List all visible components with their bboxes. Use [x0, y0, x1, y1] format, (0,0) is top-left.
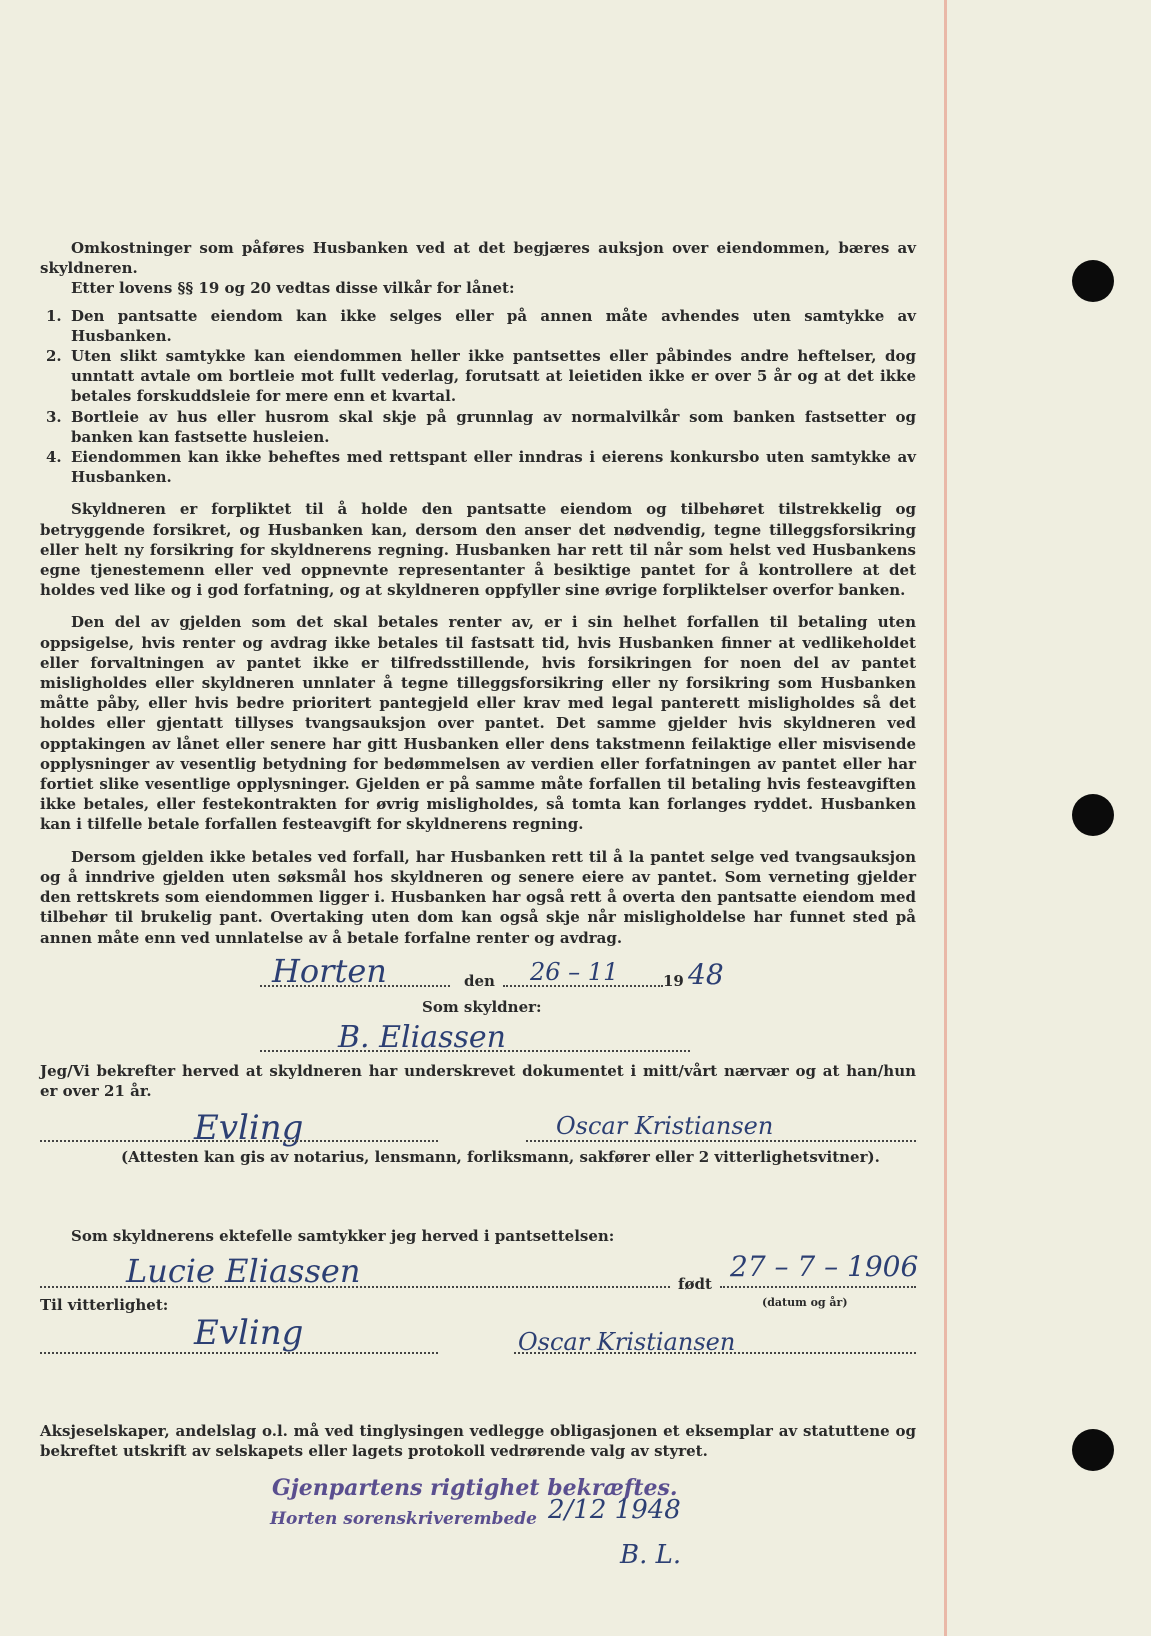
date-handwriting: 26 – 11: [530, 958, 619, 986]
list-item: 3. Bortleie av hus eller husrom skal skje på grunnlag av normalvilkår som banken fastsetter og banken kan fastsette husleien.: [46, 407, 916, 446]
attest-witness-1-signature: Evling: [194, 1108, 304, 1148]
punch-hole: [1072, 794, 1114, 836]
paragraph-default: Den del av gjelden som det skal betales renter av, er i sin helhet forfallen til betaling uten oppsigelse, hvis renter og avdrag ikke betales til fastsatt tid, hvis Husbanken finner at vedlikeholdet eller forvaltningen av pantet ikke er tilfredsstillende, hvis forsikringen for noen del av pantet misligholdes eller skyldneren unnlater å tegne tilleggsforsikring eller ny forsikring som Husbanken måtte påby, eller hvis bedre prioritert pantegjeld eller krav med legal panterett misligholdes så det holdes eller gjentatt tillyses tvangsauksjon over pantet. Det samme gjelder hvis skyldneren ved opptakingen av lånet eller senere har gitt Husbanken eller dens takstmenn feilaktige eller misvisende opplysninger av vesentlig betydning for bedømmelsen av verdien eller forfatningen av pantet eller har fortiet slike vesentlige opplysninger. Gjelden er på samme måte forfallen til betaling hvis festeavgiften ikke betales, eller festekontrakten for øvrig misligholdes, så tomta kan forlanges ryddet. Husbanken kan i tilfelle betale forfallen festeavgift for skyldnerens regning.: [40, 613, 916, 834]
debtor-signature: B. Eliassen: [338, 1020, 506, 1055]
list-item: 1. Den pantsatte eiendom kan ikke selges eller på annen måte avhendes uten samtykke av Husbanken.: [46, 306, 916, 345]
paragraph-enforcement: Dersom gjelden ikke betales ved forfall, har Husbanken rett til å la pantet selge ved tvangsauksjon og å inndrive gjelden uten søksmål hos skyldneren og senere eiere av pantet. Som verneting gjelder den rettskrets som eiendommen ligger i. Husbanken har også rett å overta den pantsatte eiendom med tilbehør til brukelig pant. Overtaking uten dom kan også skje når misligholdelse har funnet sted på annen måte enn ved unnlatelse av å betale forfalne renter og avdrag.: [40, 847, 916, 947]
stamp-date-handwriting: 2/12 1948: [548, 1495, 681, 1525]
born-handwriting: 27 – 7 – 1906: [730, 1250, 919, 1283]
spouse-witness-2-signature: Oscar Kristiansen: [518, 1328, 736, 1356]
spouse-consent-text: Som skyldnerens ektefelle samtykker jeg herved i pantsettelsen:: [71, 1227, 615, 1245]
attest-witness-1-dots: [40, 1140, 438, 1142]
place-handwriting: Horten: [272, 952, 387, 990]
spouse-witness-1-dots: [40, 1352, 438, 1354]
conditions-list: [40, 306, 916, 488]
punch-hole: [1072, 1429, 1114, 1471]
intro-line: Omkostninger som påføres Husbanken ved at det begjæres auksjon over eiendommen, bæres av skyldneren.: [40, 239, 916, 278]
year-prefix: 19: [663, 972, 684, 990]
stamp-line-1: Gjenpartens rigtighet bekræftes.: [272, 1475, 678, 1501]
punch-hole: [1072, 260, 1114, 302]
footer-text: Aksjeselskaper, andelslag o.l. må ved tinglysingen vedlegge obligasjonen et eksemplar av statuttene og bekreftet utskrift av selskapets eller lagets protokoll vedrørende valg av styret.: [40, 1422, 916, 1461]
spouse-witness-1-signature: Evling: [194, 1313, 304, 1353]
conditions-intro: Etter lovens §§ 19 og 20 vedtas disse vilkår for lånet:: [71, 279, 515, 298]
paragraph-insurance: Skyldneren er forpliktet til å holde den pantsatte eiendom og tilbehøret tilstrekkelig og betryggende forsikret, og Husbanken kan, dersom den anser det nødvendig, tegne tilleggsforsikring eller helt ny forsikring for skyldnerens regning. Husbanken har rett til når som helst ved Husbankens egne tjenestemenn eller ved oppnevnte representanter å besiktige pantet for å kontrollere at det holdes ved like og i god forfatning, og at skyldneren oppfyller sine øvrige forpliktelser overfor banken.: [40, 500, 916, 600]
attest-witness-2-dots: [526, 1140, 916, 1142]
margin-line: [944, 0, 947, 1636]
den-label: den: [464, 972, 495, 990]
place-dots: [260, 985, 450, 987]
spouse-dots: [40, 1286, 670, 1288]
year-handwriting: 48: [688, 958, 724, 991]
list-item: 4. Eiendommen kan ikke beheftes med rettspant eller inndras i eierens konkursbo uten samtykke av Husbanken.: [46, 448, 916, 487]
born-label: født: [678, 1275, 712, 1293]
main-text: [40, 238, 916, 948]
stamp-initials: B. L.: [620, 1540, 682, 1570]
born-dots: [720, 1286, 916, 1288]
debtor-label: Som skyldner:: [422, 998, 542, 1016]
attest-text: Jeg/Vi bekrefter herved at skyldneren har underskrevet dokumentet i mitt/vårt nærvær og at han/hun er over 21 år.: [40, 1062, 916, 1101]
attest-note: (Attesten kan gis av notarius, lensmann, forliksmann, sakfører eller 2 vitterlighetsvitner).: [121, 1148, 880, 1166]
spouse-witness-2-dots: [514, 1352, 916, 1354]
born-caption: (datum og år): [762, 1296, 848, 1309]
spouse-signature: Lucie Eliassen: [126, 1252, 361, 1290]
list-item: 2. Uten slikt samtykke kan eiendommen heller ikke pantsettes eller påbindes andre heftelser, dog unntatt avtale om bortleie mot fullt vederlag, forutsatt at leietiden ikke er over 5 år og at det ikke betales forskuddsleie for mere enn et kvartal.: [46, 347, 916, 406]
witness-label: Til vitterlighet:: [40, 1296, 169, 1314]
stamp-line-2: Horten sorenskriverembede: [270, 1509, 537, 1529]
debtor-dots: [260, 1050, 690, 1052]
attest-witness-2-signature: Oscar Kristiansen: [556, 1112, 774, 1140]
